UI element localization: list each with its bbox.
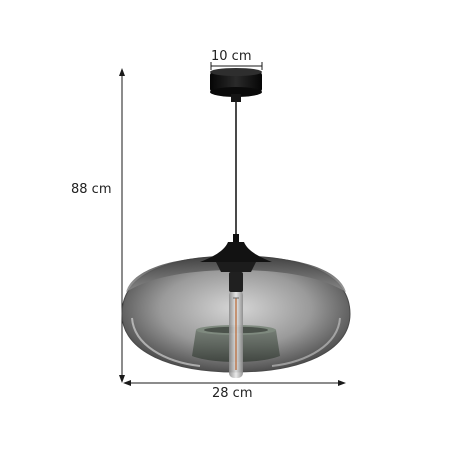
ceiling-canopy	[210, 68, 262, 102]
total-height-label: 88 cm	[71, 182, 112, 197]
filament-bulb	[229, 290, 243, 378]
shade-diameter-label: 28 cm	[212, 386, 253, 401]
canopy-diameter-label: 10 cm	[211, 49, 252, 64]
dimension-height	[119, 68, 125, 383]
